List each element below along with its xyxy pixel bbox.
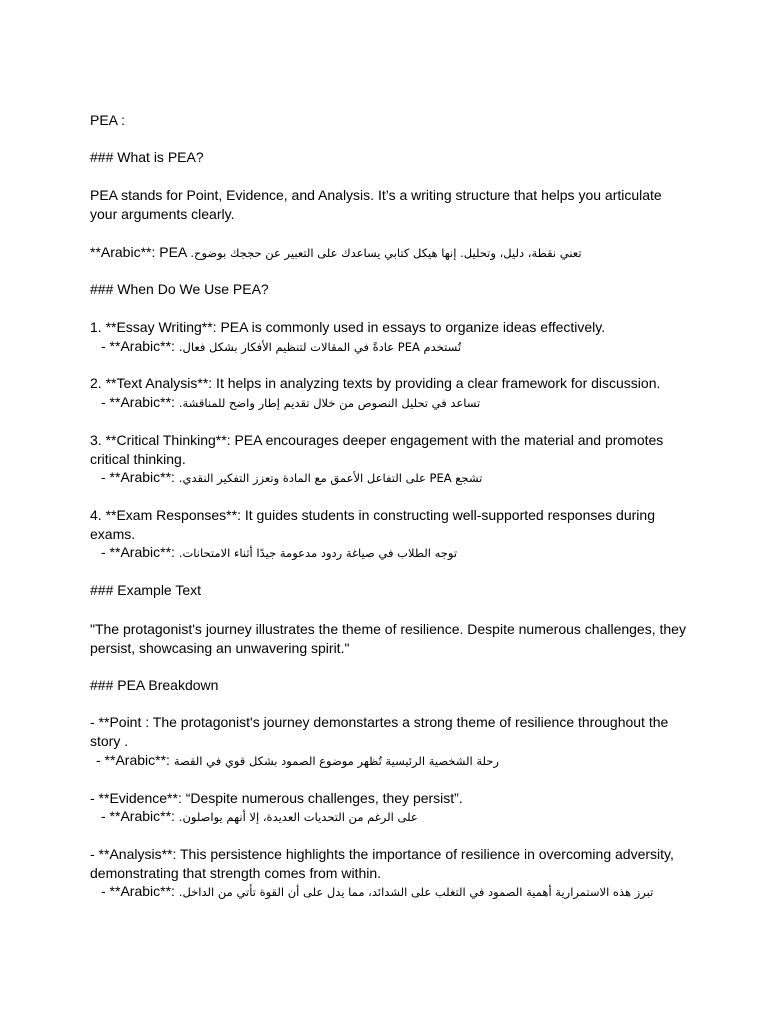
definition-line-1: PEA stands for Point, Evidence, and Analysis. It’s a writing structure that helps you articulate bbox=[90, 187, 662, 203]
list-item-2-arabic bbox=[101, 393, 480, 413]
list-item-1: 1. **Essay Writing**: PEA is commonly used in essays to organize ideas effectively. bbox=[90, 319, 606, 335]
definition-line-2: your arguments clearly. bbox=[90, 206, 235, 222]
heading-pea-breakdown: ### PEA Breakdown bbox=[90, 677, 219, 693]
definition-arabic-line bbox=[90, 243, 582, 263]
list-item-3-arabic bbox=[101, 468, 482, 488]
point-line-2: story . bbox=[90, 733, 129, 749]
arabic-label: - **Arabic**: bbox=[101, 469, 175, 485]
list-item-4-arabic bbox=[101, 543, 457, 563]
definition-arabic-text: تعني نقطة، دليل، وتحليل. إنها هيكل كتابي يساعدك على التعبير عن حججك بوضوح. bbox=[190, 246, 582, 260]
arabic-text: تبرز هذه الاستمرارية أهمية الصمود في التغلب على الشدائد، مما يدل على أن القوة تأتي من الداخل. bbox=[178, 885, 654, 899]
heading-example-text: ### Example Text bbox=[90, 582, 202, 598]
list-item-4-line-1: 4. **Exam Responses**: It guides students in constructing well-supported responses during bbox=[90, 507, 655, 523]
arabic-text: تُستخدم PEA عادةً في المقالات لتنظيم الأفكار بشكل فعال. bbox=[178, 340, 462, 354]
list-item-3-line-2: critical thinking. bbox=[90, 451, 186, 467]
arabic-label: - **Arabic**: bbox=[101, 883, 175, 899]
evidence-line: - **Evidence**: “Despite numerous challenges, they persist”. bbox=[90, 790, 463, 806]
arabic-label: - **Arabic**: bbox=[101, 338, 175, 354]
arabic-label: - **Arabic**: bbox=[101, 808, 175, 824]
list-item-4-line-2: exams. bbox=[90, 526, 136, 542]
arabic-label: - **Arabic**: bbox=[101, 394, 175, 410]
arabic-text: توجه الطلاب في صياغة ردود مدعومة جيدًا أثناء الامتحانات. bbox=[178, 546, 458, 560]
heading-when-use-pea: ### When Do We Use PEA? bbox=[90, 281, 269, 297]
analysis-arabic bbox=[101, 882, 653, 902]
example-quote-line-1: "The protagonist's journey illustrates the theme of resilience. Despite numerous challenges, they bbox=[90, 621, 686, 637]
analysis-line-2: demonstrating that strength comes from within. bbox=[90, 865, 382, 881]
definition-arabic-label: **Arabic**: PEA bbox=[90, 244, 187, 260]
point-arabic bbox=[96, 751, 499, 771]
arabic-text: تشجع PEA على التفاعل الأعمق مع المادة وتعزز التفكير النقدي. bbox=[178, 471, 483, 485]
arabic-label: - **Arabic**: bbox=[96, 752, 170, 768]
arabic-text: تساعد في تحليل النصوص من خلال تقديم إطار واضح للمناقشة. bbox=[178, 396, 481, 410]
arabic-text: رحلة الشخصية الرئيسية تُظهر موضوع الصمود بشكل قوي في القصة bbox=[173, 754, 499, 768]
list-item-3-line-1: 3. **Critical Thinking**: PEA encourages deeper engagement with the material and promotes bbox=[90, 432, 664, 448]
evidence-arabic bbox=[101, 807, 418, 827]
example-quote-line-2: persist, showcasing an unwavering spirit." bbox=[90, 640, 350, 656]
point-line-1: - **Point : The protagonist's journey demonstartes a strong theme of resilience throughout the bbox=[90, 714, 669, 730]
list-item-1-arabic bbox=[101, 337, 461, 357]
arabic-text: على الرغم من التحديات العديدة، إلا أنهم يواصلون. bbox=[178, 810, 418, 824]
document-title: PEA : bbox=[90, 112, 126, 128]
arabic-label: - **Arabic**: bbox=[101, 544, 175, 560]
heading-what-is-pea: ### What is PEA? bbox=[90, 149, 204, 165]
list-item-2: 2. **Text Analysis**: It helps in analyzing texts by providing a clear framework for discussion. bbox=[90, 375, 661, 391]
analysis-line-1: - **Analysis**: This persistence highlights the importance of resilience in overcoming adversity, bbox=[90, 846, 674, 862]
